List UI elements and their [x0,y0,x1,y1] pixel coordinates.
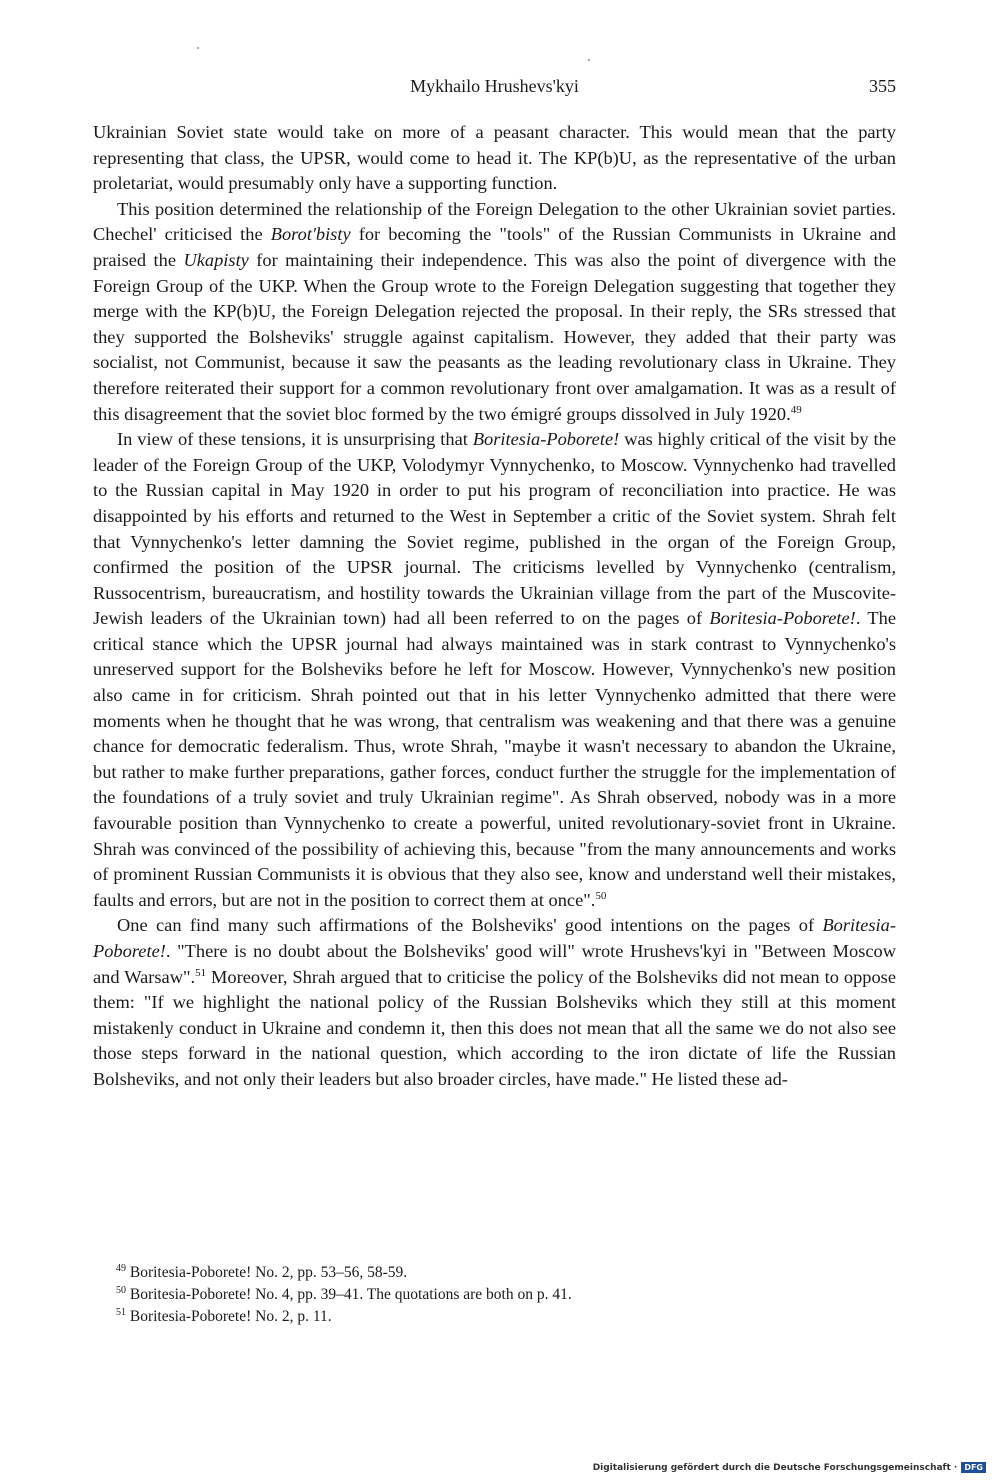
running-title: Mykhailo Hrushevs'kyi [410,76,579,96]
italic-title: Boritesia-Poborete! [709,608,856,629]
body-paragraph [93,197,896,427]
italic-title: Ukapisty [183,249,249,270]
body-paragraph [93,427,896,913]
text-segment: . "There is no doubt about the Bolsheviks' good will" wrote Hrushevs'kyi in "Between Moscow and Warsaw". [93,941,896,987]
scan-speck [588,59,590,61]
footnote [116,1262,896,1283]
footnote-number: 49 [116,1262,126,1274]
footnote-reference: 51 [195,966,207,979]
digitization-credit [593,1462,986,1473]
credit-text: Digitalisierung gefördert durch die Deutsche Forschungsgemeinschaft · [592,1462,958,1473]
footnote [116,1284,896,1305]
body-paragraph [93,913,896,1092]
italic-title: Borot'bisty [270,224,351,245]
text-segment: for becoming the "tools" of the Russian Communists in Ukraine and praised the [93,224,896,270]
text-segment: for maintaining their independence. This was also the point of divergence with the Foreign Group of the UKP. When the Group wrote to the Foreign Delegation suggesting that together they merge with the KP(b)U, the Foreign Delegation rejected the proposal. In their reply, the SRs stressed that they supported the Bolsheviks' struggle against capitalism. However, they added that their party was socialist, not Communist, because it saw the peasants as the leading revolutionary class in Ukraine. They therefore reiterated their support for a common revolutionary front over amalgamation. It was as a result of this disagreement that the soviet bloc formed by the two émigré groups dissolved in July 1920. [93,249,896,424]
footnote [116,1306,896,1327]
text-segment: . The critical stance which the UPSR journal had always maintained was in stark contrast to Vynnychenko's unreserved support for the Bolsheviks before he left for Moscow. However, Vynnychenko's new position also came in for criticism. Shrah pointed out that in his letter Vynnychenko admitted that there were moments when he thought that he was wrong, that centralism was weakening and that there was a genuine chance for democratic federalism. Thus, wrote Shrah, "maybe it wasn't necessary to abandon the Ukraine, but rather to make further preparations, gather forces, conduct further the struggle for the implementation of the foundations of a truly soviet and truly Ukrainian regime". As Shrah observed, nobody was in a more favourable position than Vynnychenko to create a powerful, united revolutionary-soviet front in Ukraine. Shrah was convinced of the possibility of achieving this, because "from the many announcements and works of prominent Russian Communists it is obvious that they also see, know and understand well their mistakes, faults and errors, but are not in the position to correct them at once". [93,608,896,910]
footnote-text: Boritesia-Poborete! No. 2, p. 11. [126,1308,332,1325]
text-segment: Moreover, Shrah argued that to criticise the policy of the Bolsheviks did not mean to oppose them: "If we highlight the national policy of the Russian Bolsheviks which they still at this moment mistakenly conduct in Ukraine and condemn it, then this does not mean that all the same we do not also see those steps forward in the national question, which according to the iron dictate of life the Russian Bolsheviks, and not only their leaders but also broader circles, have made." He listed these ad- [93,966,896,1089]
text-segment: One can find many such affirmations of the Bolsheviks' good intentions on the pages of [117,915,823,936]
footnote-number: 50 [116,1284,126,1296]
text-segment: In view of these tensions, it is unsurprising that [117,429,473,450]
footnote-reference: 49 [790,403,802,416]
footnote-text: Boritesia-Poborete! No. 4, pp. 39–41. The quotations are both on p. 41. [126,1286,572,1303]
italic-title: Boritesia-Poborete! [472,429,620,450]
running-header [93,76,896,104]
text-segment: Ukrainian Soviet state would take on more of a peasant character. This would mean that the party representing that class, the UPSR, would come to head it. The KP(b)U, as the representative of the urban proletariat, would presumably only have a supporting function. [93,122,896,194]
scan-speck [197,47,199,49]
footnote-number: 51 [116,1306,126,1318]
body-text [93,120,896,1093]
footnote-reference: 50 [595,889,607,902]
text-segment: This position determined the relationship of the Foreign Delegation to the other Ukrainian soviet parties. Chechel' criticised the [93,198,896,245]
italic-title: Boritesia-Poborete! [93,915,896,961]
footnote-text: Boritesia-Poborete! No. 2, pp. 53–56, 58-59. [126,1264,408,1281]
page-number: 355 [869,76,896,96]
dfg-logo: DFG [961,1462,986,1473]
body-paragraph [93,120,896,197]
text-segment: was highly critical of the visit by the leader of the Foreign Group of the UKP, Volodymyr Vynnychenko, to Moscow. Vynnychenko had travelled to the Russian capital in May 1920 in order to put his program of reconciliation into practice. He was disappointed by his efforts and returned to the West in September a critic of the Soviet system. Shrah felt that Vynnychenko's letter damning the Soviet regime, published in the organ of the Foreign Group, confirmed the position of the UPSR journal. The criticisms levelled by Vynnychenko (centralism, Russocentrism, bureaucratism, and hostility towards the Ukrainian village from the part of the Muscovite-Jewish leaders of the Ukrainian town) had all been referred to on the pages of [93,429,897,629]
